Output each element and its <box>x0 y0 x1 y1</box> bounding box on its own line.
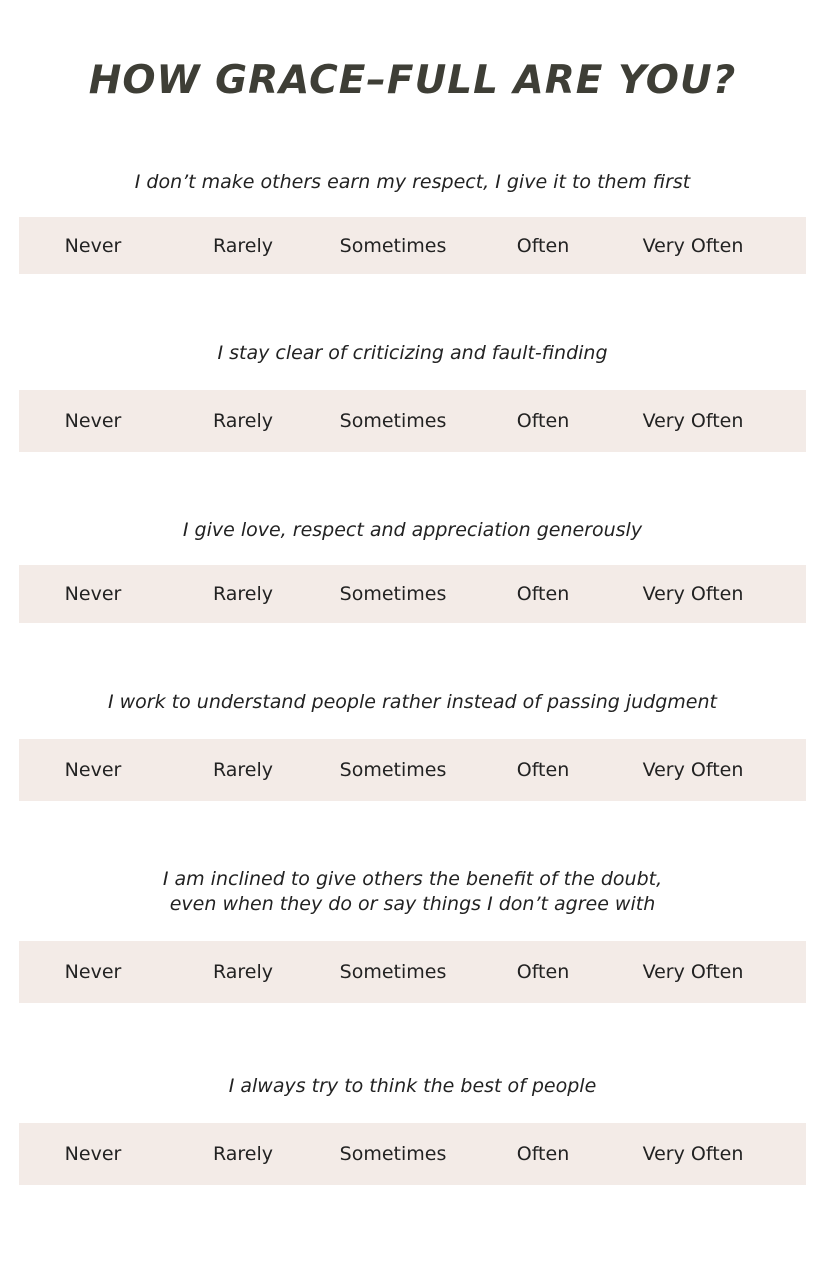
question-1 <box>0 170 825 195</box>
q5-option-often[interactable]: Often <box>516 961 570 983</box>
q6-option-very-often[interactable]: Very Often <box>642 1143 744 1165</box>
scale-1 <box>19 217 806 274</box>
scale-2 <box>19 390 806 452</box>
question-6-text: I always try to think the best of people <box>228 1075 597 1097</box>
page-title: HOW GRACE–FULL ARE YOU? <box>88 58 737 103</box>
q3-option-very-often[interactable]: Very Often <box>642 583 744 605</box>
q3-option-sometimes[interactable]: Sometimes <box>339 583 447 605</box>
q6-option-rarely[interactable]: Rarely <box>212 1143 274 1165</box>
q2-option-often[interactable]: Often <box>516 410 570 432</box>
q1-option-sometimes[interactable]: Sometimes <box>339 234 447 257</box>
q6-option-never[interactable]: Never <box>64 1143 122 1165</box>
question-4-text: I work to understand people rather instead of passing judgment <box>108 691 717 713</box>
scale-6 <box>19 1123 806 1185</box>
q5-option-rarely[interactable]: Rarely <box>212 961 274 983</box>
q5-option-sometimes[interactable]: Sometimes <box>339 961 447 983</box>
q2-option-very-often[interactable]: Very Often <box>642 410 744 432</box>
q1-option-rarely[interactable]: Rarely <box>212 234 274 257</box>
question-2-text: I stay clear of criticizing and fault-finding <box>217 342 608 364</box>
question-3 <box>0 518 825 543</box>
q4-option-very-often[interactable]: Very Often <box>642 759 744 781</box>
q6-option-sometimes[interactable]: Sometimes <box>339 1143 447 1165</box>
question-6 <box>0 1074 825 1099</box>
question-1-text: I don’t make others earn my respect, I give it to them first <box>134 171 691 193</box>
q4-option-never[interactable]: Never <box>64 759 122 781</box>
q3-option-never[interactable]: Never <box>64 583 122 605</box>
q1-option-never[interactable]: Never <box>64 234 122 257</box>
scale-3 <box>19 565 806 623</box>
q4-option-often[interactable]: Often <box>516 759 570 781</box>
q4-option-sometimes[interactable]: Sometimes <box>339 759 447 781</box>
q5-option-very-often[interactable]: Very Often <box>642 961 744 983</box>
q1-option-very-often[interactable]: Very Often <box>642 234 744 257</box>
q3-option-often[interactable]: Often <box>516 583 570 605</box>
q6-option-often[interactable]: Often <box>516 1143 570 1165</box>
question-3-text: I give love, respect and appreciation generously <box>182 519 643 541</box>
question-2 <box>0 341 825 366</box>
q4-option-rarely[interactable]: Rarely <box>212 759 274 781</box>
question-5 <box>0 867 825 917</box>
scale-4 <box>19 739 806 801</box>
q5-option-never[interactable]: Never <box>64 961 122 983</box>
question-5-text-line-1: I am inclined to give others the benefit of the doubt, <box>162 868 663 890</box>
q2-option-rarely[interactable]: Rarely <box>212 410 274 432</box>
question-5-text-line-2: even when they do or say things I don’t agree with <box>169 893 656 915</box>
scale-5 <box>19 941 806 1003</box>
q3-option-rarely[interactable]: Rarely <box>212 583 274 605</box>
question-4 <box>0 690 825 715</box>
q1-option-often[interactable]: Often <box>516 234 570 257</box>
q2-option-never[interactable]: Never <box>64 410 122 432</box>
q2-option-sometimes[interactable]: Sometimes <box>339 410 447 432</box>
